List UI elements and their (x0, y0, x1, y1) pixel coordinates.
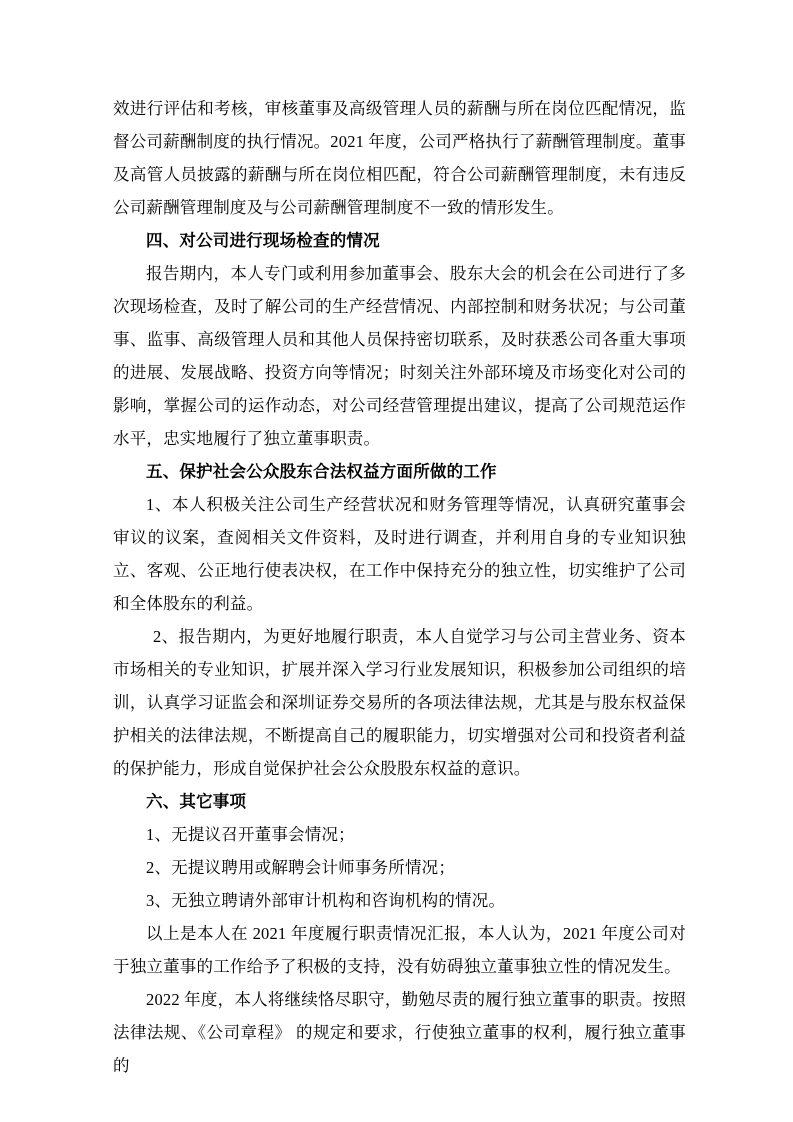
paragraph: 1、本人积极关注公司生产经营状况和财务管理等情况，认真研究董事会审议的议案，查阅相关文件资料，及时进行调查，并利用自身的专业知识独立、客观、公正地行使表决权，在工作中保持充分的独立性，切实维护了公司和全体股东的利益。 (113, 495, 686, 613)
paragraph: 2、报告期内，为更好地履行职责，本人自觉学习与公司主营业务、资本市场相关的专业知识，扩展并深入学习行业发展知识，积极参加公司组织的培训，认真学习证监会和深圳证券交易所的各项法律法规，尤其是与股东权益保护相关的法律法规，不断提高自己的履职能力，切实增强对公司和投资者利益的保护能力，形成自觉保护社会公众股股东权益的意识。 (113, 627, 686, 778)
paragraph: 2、无提议聘用或解聘会计师事务所情况； (146, 858, 456, 877)
section-heading: 五、保护社会公众股东合法权益方面所做的工作 (146, 462, 497, 481)
paragraph: 以上是本人在 2021 年度履行职责情况汇报，本人认为，2021 年度公司对于独立董事的工作给予了积极的支持，没有妨碍独立董事独立性的情况发生。 (113, 924, 686, 976)
paragraph: 1、无提议召开董事会情况； (146, 825, 355, 844)
document-body (113, 92, 686, 1082)
paragraph: 3、无独立聘请外部审计机构和咨询机构的情况。 (146, 891, 506, 910)
paragraph: 效进行评估和考核，审核董事及高级管理人员的薪酬与所在岗位匹配情况，监督公司薪酬制度的执行情况。2021 年度，公司严格执行了薪酬管理制度。董事及高管人员披露的薪酬与所在岗位相匹配，符合公司薪酬管理制度，未有违反公司薪酬管理制度及与公司薪酬管理制度不一致的情形发生。 (113, 99, 686, 217)
paragraph: 2022 年度，本人将继续恪尽职守，勤勉尽责的履行独立董事的职责。按照法律法规、《公司章程》 的规定和要求，行使独立董事的权利，履行独立董事的 (113, 990, 686, 1075)
section-heading: 六、其它事项 (146, 792, 247, 811)
paragraph: 报告期内，本人专门或利用参加董事会、股东大会的机会在公司进行了多次现场检查，及时了解公司的生产经营情况、内部控制和财务状况；与公司董事、监事、高级管理人员和其他人员保持密切联系，及时获悉公司各重大事项的进展、发展战略、投资方向等情况；时刻关注外部环境及市场变化对公司的影响，掌握公司的运作动态，对公司经营管理提出建议，提高了公司规范运作水平，忠实地履行了独立董事职责。 (113, 264, 686, 448)
section-heading: 四、对公司进行现场检查的情况 (146, 231, 380, 250)
